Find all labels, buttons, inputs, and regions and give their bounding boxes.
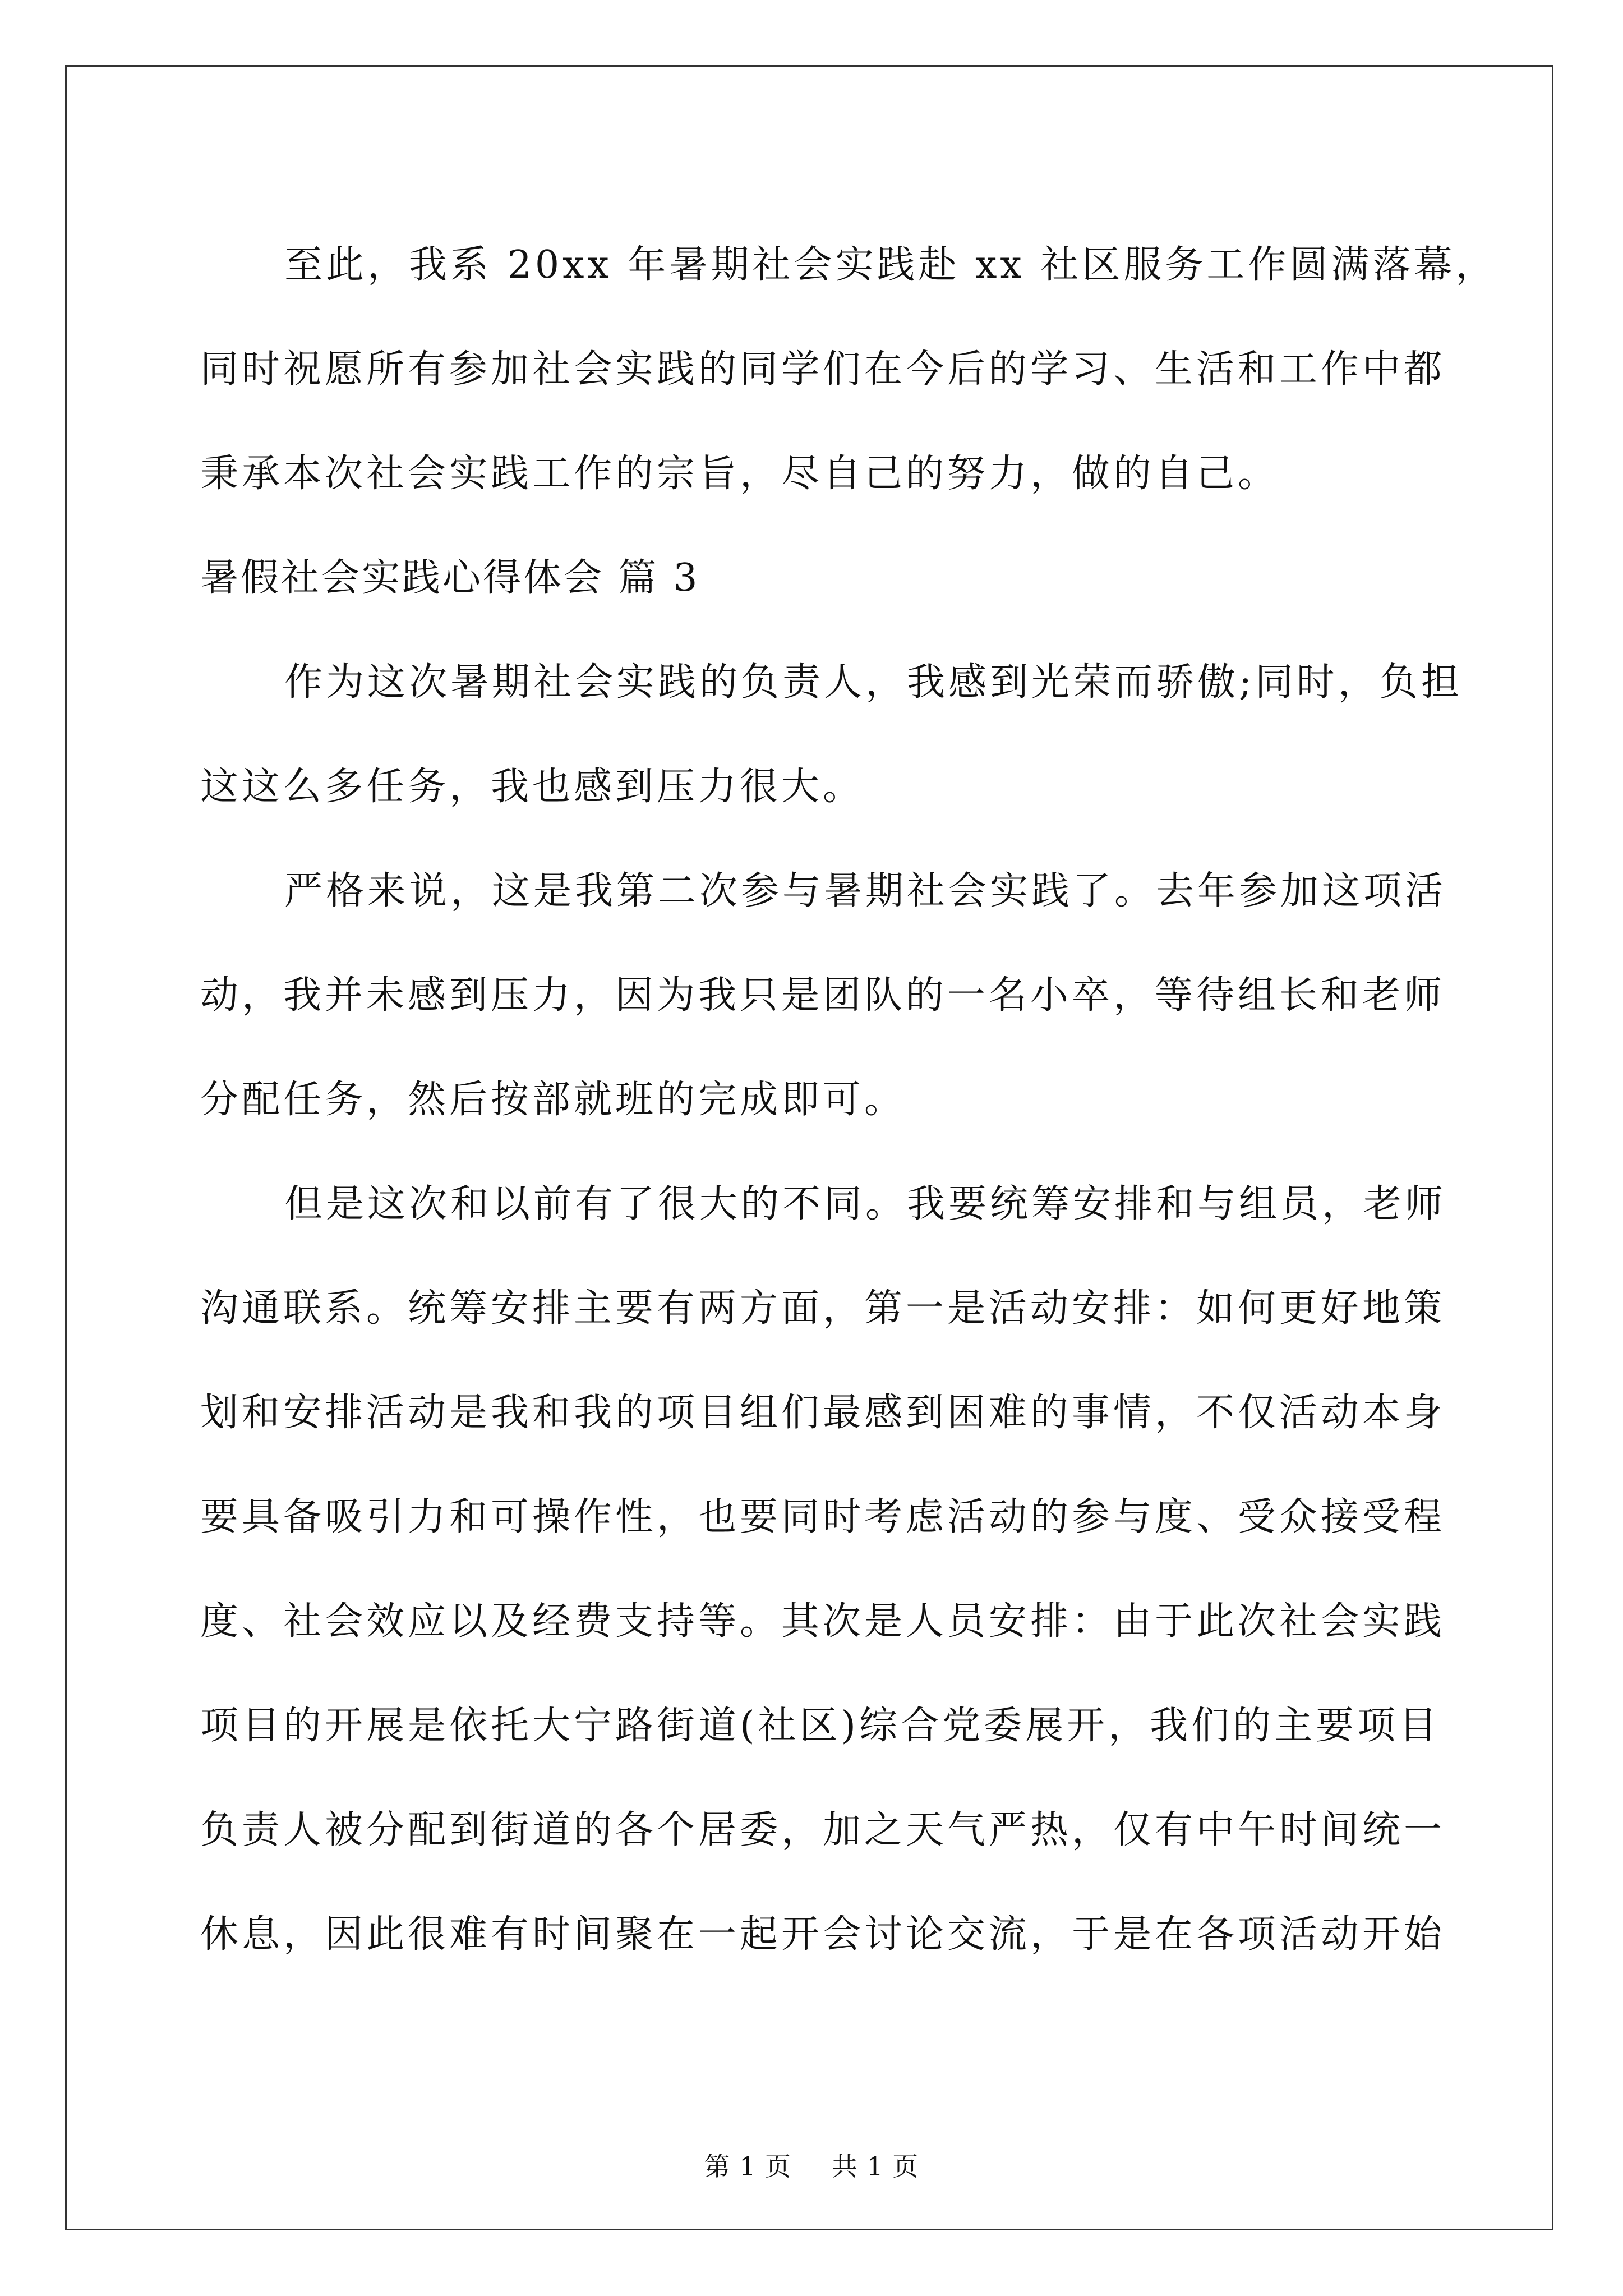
page-footer bbox=[0, 2150, 1623, 2183]
page-total: 共 1 页 bbox=[831, 2151, 919, 2182]
text-line: 负责人被分配到街道的各个居委，加之天气严热，仅有中午时间统一 bbox=[200, 1808, 1446, 1852]
paragraph bbox=[200, 631, 1463, 839]
paragraph bbox=[200, 839, 1447, 1152]
text-line: 严格来说，这是我第二次参与暑期社会实践了。去年参加这项活 bbox=[284, 869, 1447, 913]
text-line: 休息，因此很难有时间聚在一起开会讨论交流，于是在各项活动开始 bbox=[200, 1912, 1446, 1957]
text-line: 这这么多任务，我也感到压力很大。 bbox=[200, 765, 865, 809]
text-line: 但是这次和以前有了很大的不同。我要统筹安排和与组员，老师 bbox=[284, 1182, 1447, 1226]
text-line: 沟通联系。统筹安排主要有两方面，第一是活动安排：如何更好地策 bbox=[200, 1286, 1446, 1331]
text-line: 作为这次暑期社会实践的负责人，我感到光荣而骄傲;同时，负担 bbox=[284, 660, 1463, 705]
document-body bbox=[200, 213, 1497, 1987]
paragraph bbox=[200, 213, 1497, 526]
page-number: 第 1 页 bbox=[704, 2151, 792, 2182]
text-line: 分配任务，然后按部就班的完成即可。 bbox=[200, 1078, 906, 1122]
text-line: 秉承本次社会实践工作的宗旨，尽自己的努力，做的自己。 bbox=[200, 452, 1280, 496]
text-line: 项目的开展是依托大宁路街道(社区)综合党委展开，我们的主要项目 bbox=[200, 1704, 1441, 1748]
section-heading bbox=[200, 526, 1434, 631]
text-line: 同时祝愿所有参加社会实践的同学们在今后的学习、生活和工作中都 bbox=[200, 347, 1446, 392]
paragraph bbox=[200, 1152, 1447, 1987]
text-line: 至此，我系 20xx 年暑期社会实践赴 xx 社区服务工作圆满落幕， bbox=[284, 243, 1497, 287]
text-line: 要具备吸引力和可操作性，也要同时考虑活动的参与度、受众接受程 bbox=[200, 1495, 1446, 1539]
heading-text: 暑假社会实践心得体会 篇 3 bbox=[200, 556, 700, 600]
text-line: 动，我并未感到压力，因为我只是团队的一名小卒，等待组长和老师 bbox=[200, 973, 1446, 1018]
text-line: 度、社会效应以及经费支持等。其次是人员安排：由于此次社会实践 bbox=[200, 1599, 1446, 1644]
text-line: 划和安排活动是我和我的项目组们最感到困难的事情，不仅活动本身 bbox=[200, 1391, 1446, 1435]
